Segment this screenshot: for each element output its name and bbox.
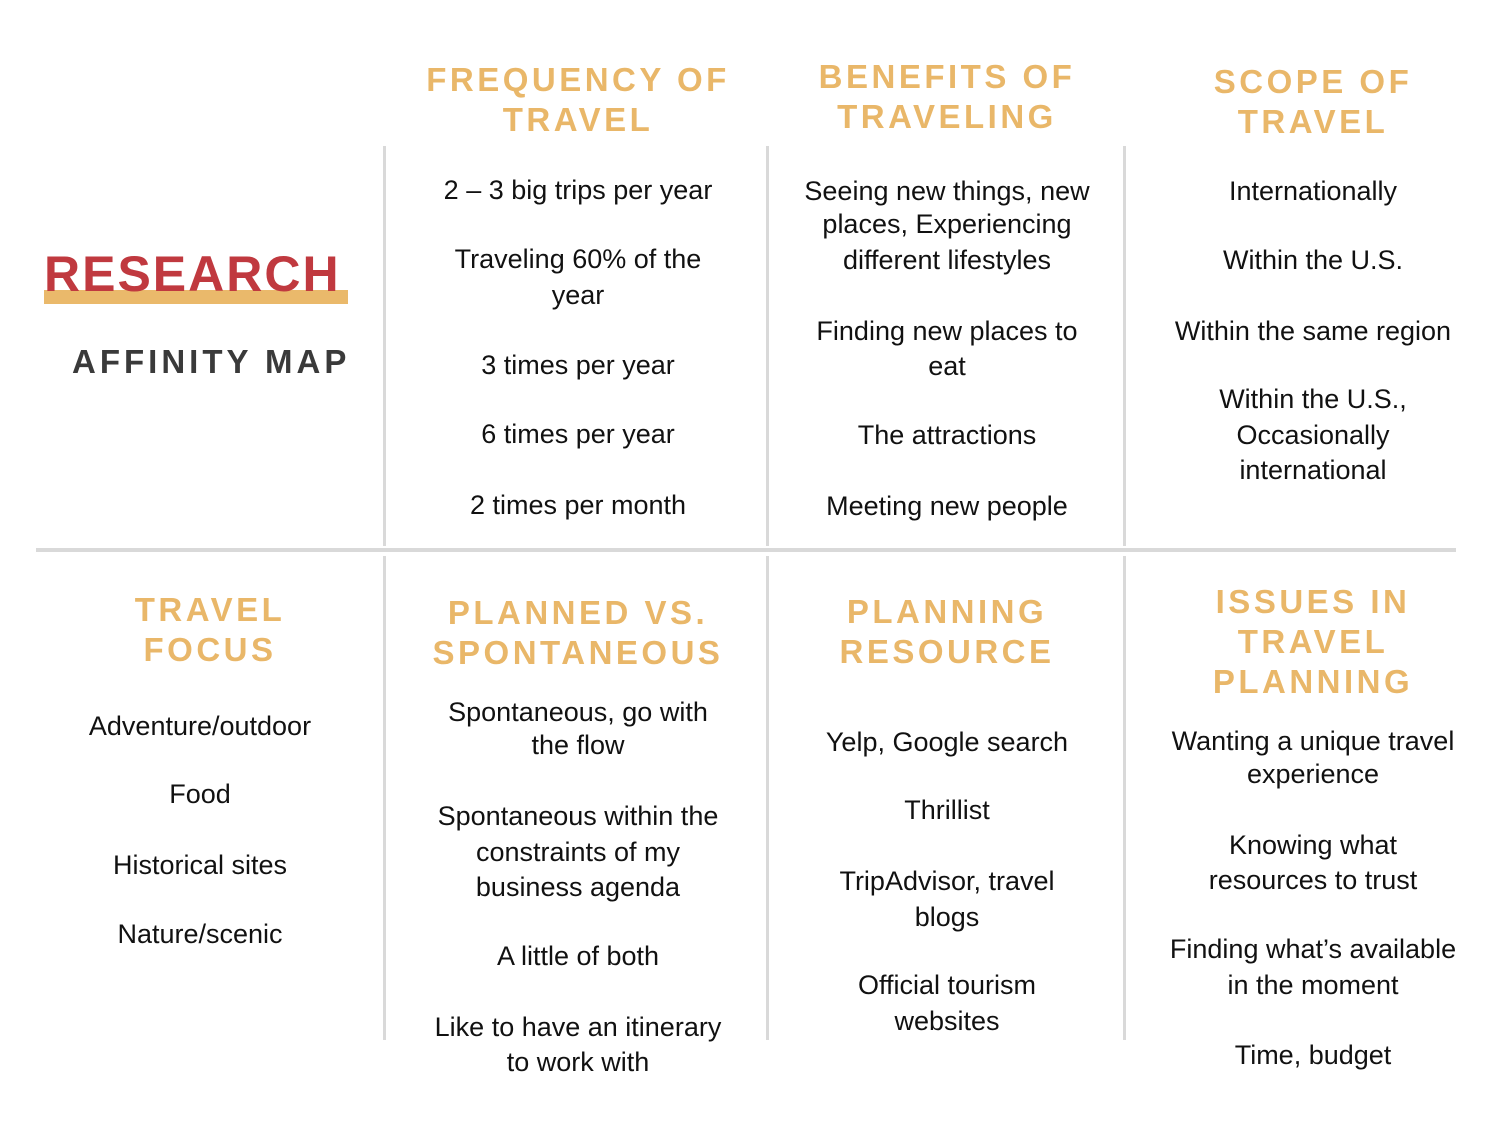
list-item: Traveling 60% of the (454, 244, 702, 274)
category-issues (1128, 552, 1498, 1082)
list-item: Meeting new people (826, 491, 1068, 521)
list-item: Finding new places to (816, 316, 1078, 346)
heading-line: FOCUS (143, 631, 277, 668)
list-item: places, Experiencing (822, 209, 1072, 239)
heading-line: PLANNED VS. (447, 594, 709, 631)
heading-line: PLANNING (846, 593, 1048, 630)
heading-line: BENEFITS OF (818, 58, 1076, 95)
list-item: TripAdvisor, travel (839, 866, 1055, 896)
list-item: Official tourism (857, 970, 1037, 1000)
category-heading (771, 592, 1123, 672)
list-item: eat (928, 351, 966, 381)
category-heading (389, 60, 767, 140)
vertical-divider (1123, 146, 1126, 546)
list-item: A little of both (496, 941, 660, 971)
list-item: Wanting a unique travel (1171, 726, 1455, 756)
category-benefits (771, 0, 1123, 550)
list-item: resources to trust (1208, 865, 1418, 895)
category-heading (1128, 62, 1498, 142)
list-item: Spontaneous within the (437, 801, 719, 831)
list-item: 2 times per month (469, 490, 687, 520)
list-item: Adventure/outdoor (88, 711, 312, 741)
list-item: international (1239, 455, 1387, 485)
list-item: to work with (506, 1047, 650, 1077)
page-title: RESEARCH (44, 246, 341, 302)
list-item: Within the U.S., (1219, 384, 1407, 414)
heading-line: FREQUENCY OF (426, 61, 730, 98)
list-item: Yelp, Google search (825, 727, 1069, 757)
list-item: Like to have an itinerary (434, 1012, 722, 1042)
list-item: The attractions (857, 420, 1037, 450)
heading-line: TRAVEL (1237, 103, 1389, 140)
heading-line: ISSUES IN (1215, 583, 1411, 620)
category-heading (36, 590, 384, 670)
heading-line: RESOURCE (839, 633, 1055, 670)
category-resource (771, 552, 1123, 1072)
category-planned (389, 552, 767, 1092)
list-item: Spontaneous, go with (448, 697, 708, 727)
category-frequency (389, 0, 767, 550)
list-item: Seeing new things, new (804, 176, 1090, 206)
list-item: blogs (914, 902, 980, 932)
heading-line: SCOPE OF (1213, 63, 1413, 100)
list-item: experience (1246, 759, 1380, 789)
category-heading (389, 593, 767, 673)
category-focus (36, 552, 384, 1072)
category-scope (1128, 0, 1498, 550)
list-item: Food (169, 779, 231, 809)
category-heading (1128, 582, 1498, 702)
list-item: 3 times per year (481, 350, 675, 380)
list-item: 2 – 3 big trips per year (443, 175, 713, 205)
list-item: different lifestyles (842, 245, 1052, 275)
list-item: Thrillist (904, 795, 990, 825)
heading-line: SPONTANEOUS (432, 634, 724, 671)
list-item: year (551, 280, 605, 310)
list-item: Knowing what (1228, 830, 1398, 860)
list-item: Nature/scenic (117, 919, 283, 949)
heading-line: TRAVELING (837, 98, 1057, 135)
list-item: Historical sites (112, 850, 288, 880)
list-item: Occasionally (1236, 420, 1390, 450)
heading-line: PLANNING (1212, 663, 1414, 700)
list-item: Within the same region (1174, 316, 1452, 346)
heading-line: TRAVEL (134, 591, 286, 628)
list-item: 6 times per year (481, 419, 675, 449)
heading-line: TRAVEL (1237, 623, 1389, 660)
vertical-divider (383, 146, 386, 546)
list-item: Time, budget (1234, 1040, 1392, 1070)
list-item: in the moment (1227, 970, 1399, 1000)
list-item: business agenda (475, 872, 681, 902)
heading-line: TRAVEL (502, 101, 654, 138)
page-subtitle: AFFINITY MAP (72, 343, 351, 380)
list-item: Within the U.S. (1222, 245, 1404, 275)
list-item: Finding what’s available (1169, 934, 1457, 964)
list-item: Internationally (1228, 176, 1398, 206)
vertical-divider (1123, 556, 1126, 1040)
list-item: the flow (531, 730, 625, 760)
category-heading (771, 57, 1123, 137)
list-item: constraints of my (475, 837, 681, 867)
list-item: websites (894, 1006, 1000, 1036)
